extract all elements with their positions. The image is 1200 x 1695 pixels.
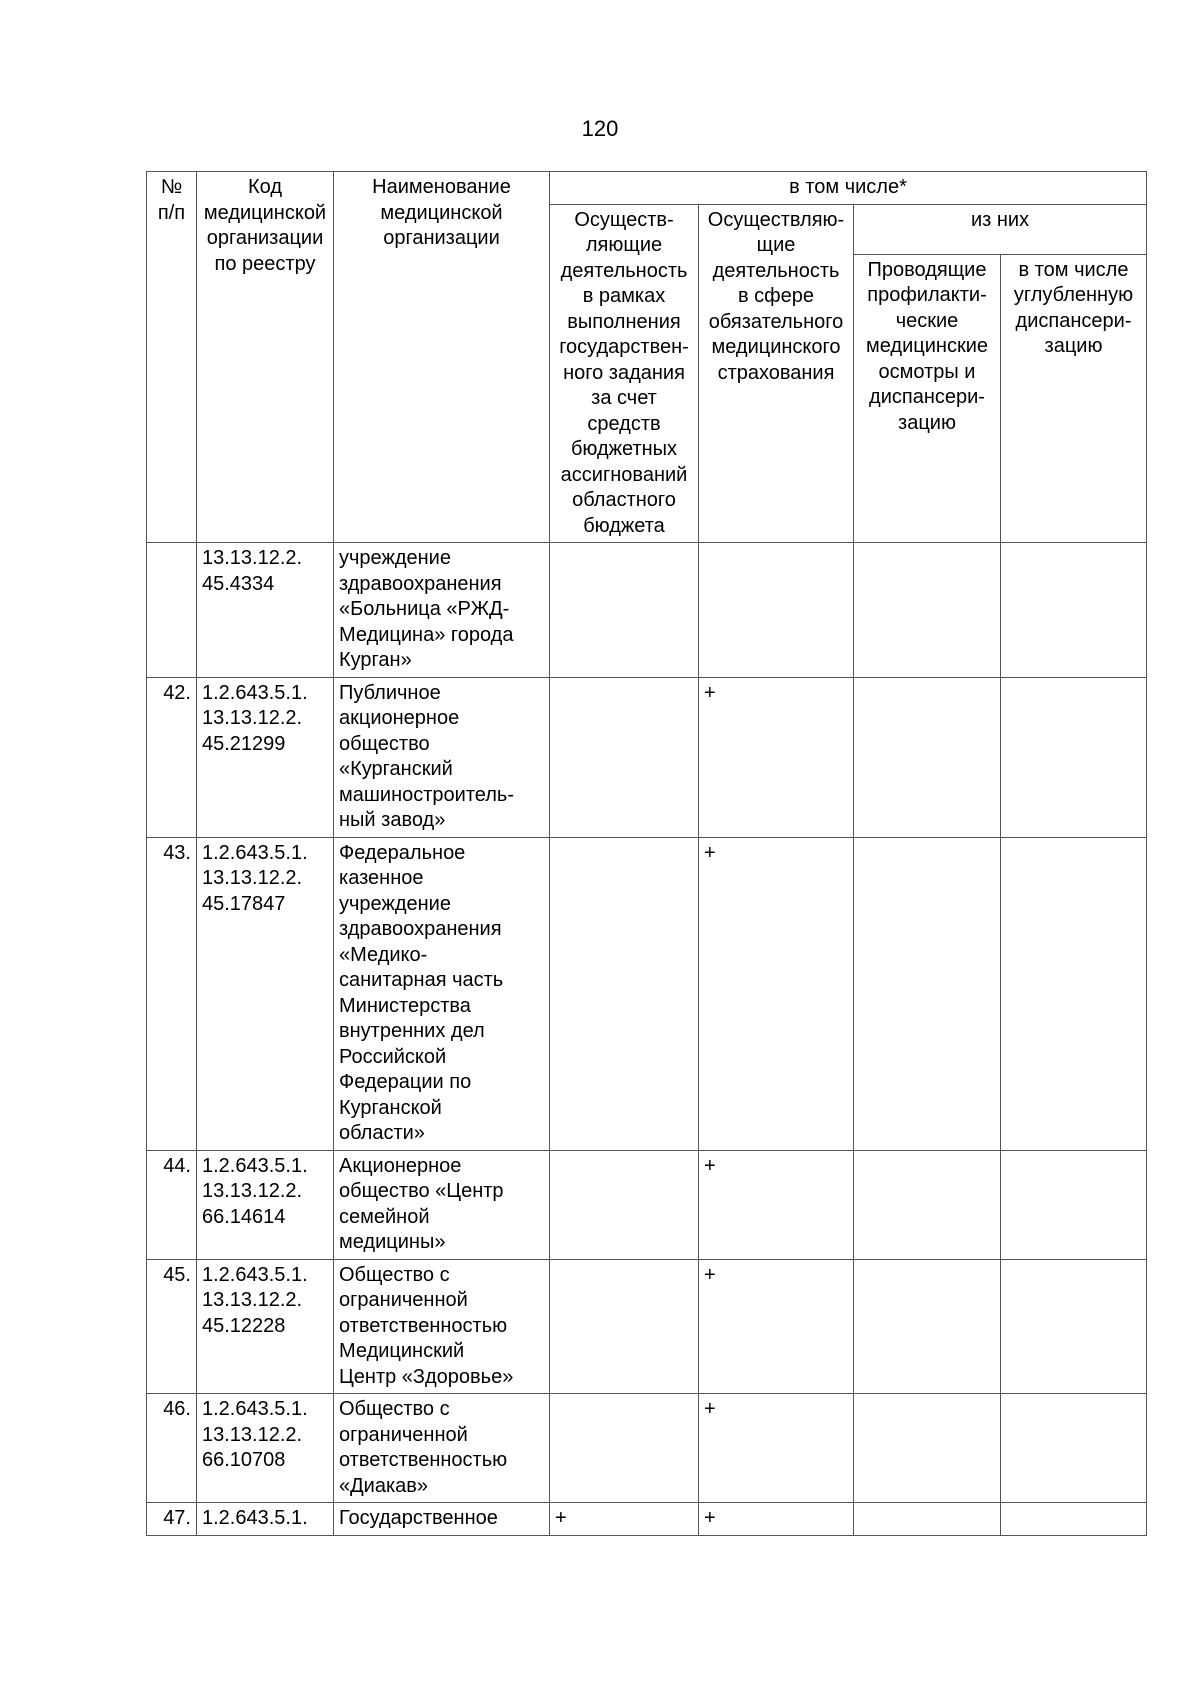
header-deep-dispensary: в том числе углубленную диспансери- зацию xyxy=(1001,254,1147,542)
row-oms-mark: + xyxy=(699,677,854,837)
row-oms-mark: + xyxy=(699,1503,854,1536)
row-preventive-mark xyxy=(854,1150,1001,1259)
table-row xyxy=(147,837,1147,1150)
row-deep-mark xyxy=(1001,543,1147,678)
header-code: Код медицинской организации по реестру xyxy=(197,172,334,543)
header-name: Наименование медицинской организации xyxy=(334,172,550,543)
row-preventive-mark xyxy=(854,677,1001,837)
row-oms-mark: + xyxy=(699,1150,854,1259)
row-preventive-mark xyxy=(854,1503,1001,1536)
row-state-task-mark xyxy=(550,543,699,678)
row-deep-mark xyxy=(1001,1150,1147,1259)
medical-organizations-table xyxy=(146,171,1147,1536)
row-org-name: Публичное акционерное общество «Курганский машиностроитель- ный завод» xyxy=(334,677,550,837)
row-code: 1.2.643.5.1. xyxy=(197,1503,334,1536)
row-state-task-mark: + xyxy=(550,1503,699,1536)
row-oms-mark: + xyxy=(699,1394,854,1503)
row-deep-mark xyxy=(1001,677,1147,837)
row-org-name: учреждение здравоохранения «Больница «РЖД- Медицина» города Курган» xyxy=(334,543,550,678)
table-row xyxy=(147,1259,1147,1394)
row-org-name: Общество с ограниченной ответственностью «Диакав» xyxy=(334,1394,550,1503)
table-row xyxy=(147,1150,1147,1259)
row-state-task-mark xyxy=(550,677,699,837)
row-number: 43. xyxy=(147,837,197,1150)
header-state-task: Осуществ- ляющие деятельность в рамках выполнения государствен- ного задания за счет средств бюджетных ассигнований областного бюджета xyxy=(550,204,699,543)
row-preventive-mark xyxy=(854,1259,1001,1394)
row-number: 46. xyxy=(147,1394,197,1503)
page-number: 120 xyxy=(581,116,619,141)
row-preventive-mark xyxy=(854,837,1001,1150)
table-row xyxy=(147,1394,1147,1503)
row-org-name: Общество с ограниченной ответственностью Медицинский Центр «Здоровье» xyxy=(334,1259,550,1394)
row-deep-mark xyxy=(1001,1259,1147,1394)
table-header xyxy=(147,172,1147,543)
header-of-them: из них xyxy=(854,204,1147,254)
row-number: 44. xyxy=(147,1150,197,1259)
row-state-task-mark xyxy=(550,1259,699,1394)
row-deep-mark xyxy=(1001,1394,1147,1503)
header-oms: Осуществляю- щие деятельность в сфере обязательного медицинского страхования xyxy=(699,204,854,543)
row-state-task-mark xyxy=(550,1394,699,1503)
row-deep-mark xyxy=(1001,1503,1147,1536)
row-oms-mark: + xyxy=(699,837,854,1150)
row-code: 1.2.643.5.1. 13.13.12.2. 66.14614 xyxy=(197,1150,334,1259)
row-preventive-mark xyxy=(854,543,1001,678)
row-code: 1.2.643.5.1. 13.13.12.2. 45.21299 xyxy=(197,677,334,837)
row-number: 47. xyxy=(147,1503,197,1536)
row-code: 1.2.643.5.1. 13.13.12.2. 66.10708 xyxy=(197,1394,334,1503)
table-row xyxy=(147,1503,1147,1536)
row-state-task-mark xyxy=(550,837,699,1150)
row-state-task-mark xyxy=(550,1150,699,1259)
row-oms-mark xyxy=(699,543,854,678)
row-number: 42. xyxy=(147,677,197,837)
row-preventive-mark xyxy=(854,1394,1001,1503)
row-org-name: Государственное xyxy=(334,1503,550,1536)
row-deep-mark xyxy=(1001,837,1147,1150)
header-num: № п/п xyxy=(147,172,197,543)
row-org-name: Федеральное казенное учреждение здравоохранения «Медико- санитарная часть Министерства внутренних дел Российской Федерации по Курганской области» xyxy=(334,837,550,1150)
row-number: 45. xyxy=(147,1259,197,1394)
table-body xyxy=(147,543,1147,1536)
row-code: 13.13.12.2. 45.4334 xyxy=(197,543,334,678)
row-org-name: Акционерное общество «Центр семейной медицины» xyxy=(334,1150,550,1259)
row-oms-mark: + xyxy=(699,1259,854,1394)
row-code: 1.2.643.5.1. 13.13.12.2. 45.12228 xyxy=(197,1259,334,1394)
header-preventive: Проводящие профилакти- ческие медицинские осмотры и диспансери- зацию xyxy=(854,254,1001,542)
table-row xyxy=(147,543,1147,678)
header-including: в том числе* xyxy=(550,172,1147,205)
row-number xyxy=(147,543,197,678)
row-code: 1.2.643.5.1. 13.13.12.2. 45.17847 xyxy=(197,837,334,1150)
table-row xyxy=(147,677,1147,837)
